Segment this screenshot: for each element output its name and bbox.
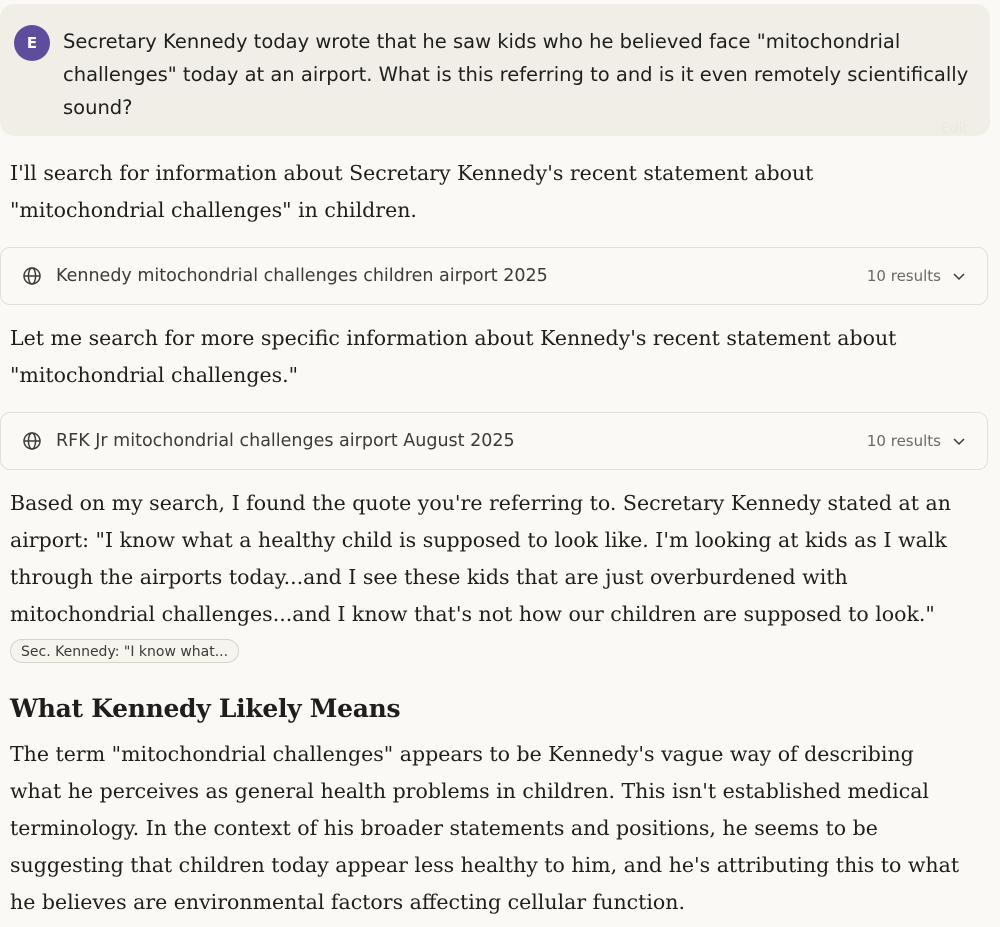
assistant-followup-text: Let me search for more specific information about Kennedy's recent statement about "mitochondrial challenges." [10, 326, 897, 387]
search-query-text: Kennedy mitochondrial challenges children airport 2025 [56, 266, 548, 286]
globe-icon [22, 266, 42, 286]
user-message-text: Secretary Kennedy today wrote that he saw kids who he believed face "mitochondrial challenges" today at an airport. What is this referring to and is it even remotely scientifically sound? [63, 30, 969, 119]
assistant-intro-text: I'll search for information about Secretary Kennedy's recent statement about "mitochondrial challenges" in children. [10, 161, 814, 222]
result-count: 10 results [866, 267, 941, 285]
assistant-explanation-text: The term "mitochondrial challenges" appears to be Kennedy's vague way of describing what he perceives as general health problems in children. This isn't established medical terminology. In the context of his broader statements and positions, he seems to be suggesting that children today appear less healthy to him, and he's attributing this to what he believes are environmental factors affecting cellular function. [10, 742, 960, 914]
search-result-toggle-2[interactable] [0, 412, 988, 470]
citation-chip[interactable]: Sec. Kennedy: "I know what... [10, 639, 239, 663]
user-message [0, 4, 990, 136]
search-query-text: RFK Jr mitochondrial challenges airport August 2025 [56, 431, 515, 451]
chevron-down-icon [951, 433, 967, 449]
edit-button[interactable]: Edit [940, 121, 968, 137]
chevron-down-icon [951, 268, 967, 284]
result-count: 10 results [866, 432, 941, 450]
assistant-finding-text: Based on my search, I found the quote you're referring to. Secretary Kennedy stated at an airport: "I know what a healthy child is supposed to look like. I'm looking at kids as I walk through the airports today...and I see these kids that are just overburdened with mitochondrial challenges...and I know that's not how our children are supposed to look." [10, 491, 951, 626]
user-avatar: E [14, 25, 50, 61]
globe-icon [22, 431, 42, 451]
section-heading: What Kennedy Likely Means [10, 694, 401, 723]
search-result-toggle-1[interactable] [0, 247, 988, 305]
